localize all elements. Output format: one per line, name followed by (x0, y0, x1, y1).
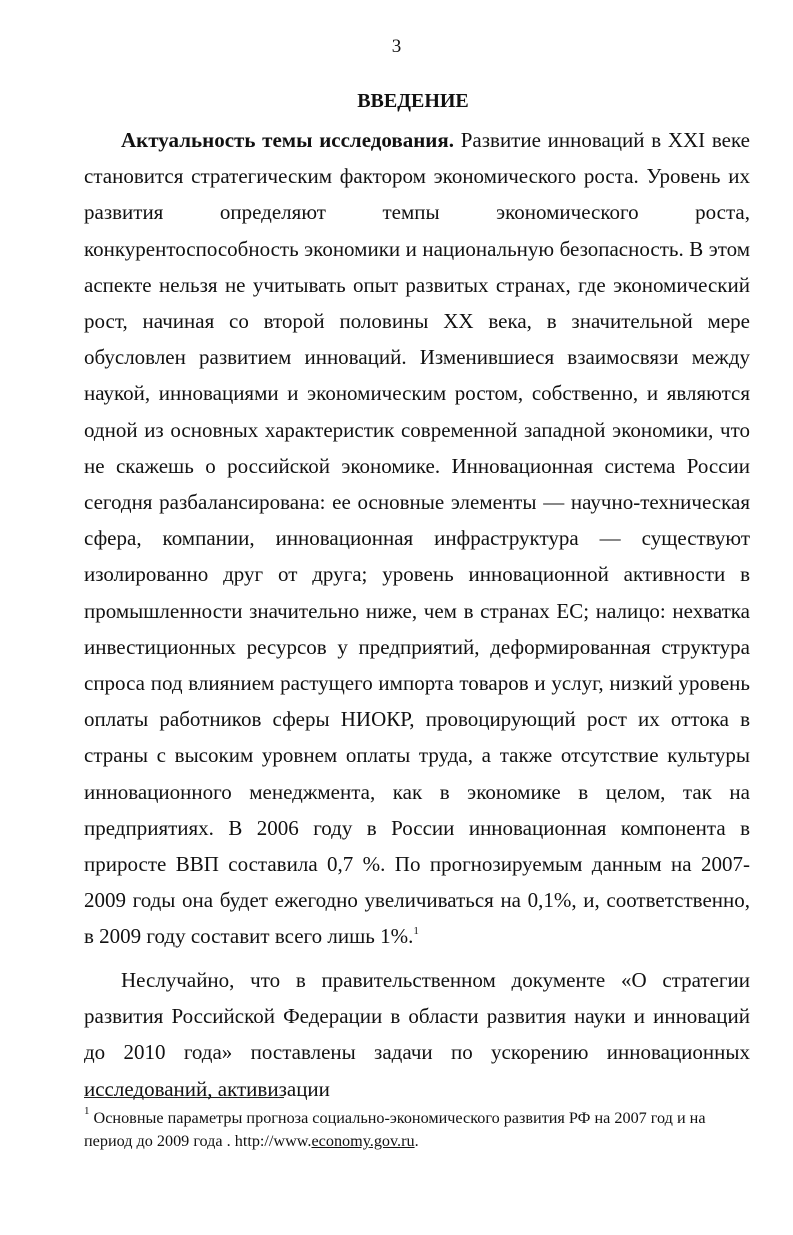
footnote-reference[interactable]: 1 (413, 925, 419, 938)
paragraph-lead: Актуальность темы исследования. (121, 128, 455, 152)
footnote-end: . (414, 1132, 419, 1150)
page-number: 3 (391, 36, 402, 57)
footnote (84, 1107, 750, 1153)
footnote-text: Основные параметры прогноза социально-экономического развития РФ на 2007 год и на период до 2009 года . http://www. (84, 1109, 706, 1150)
paragraph-body: Развитие инноваций в XXI веке становится стратегическим фактором экономического роста. Уровень их развития определяют темпы экономического роста, конкурентоспособность экономики и национальную безопасность. В этом аспекте нельзя не учитывать опыт развитых странах, где экономический рост, начиная со второй половины XX века, в значительной мере обусловлен развитием инноваций. Изменившиеся взаимосвязи между наукой, инновациями и экономическим ростом, собственно, и являются одной из основных характеристик современной западной экономики, что не скажешь о российской экономике. Инновационная система России сегодня разбалансирована: ее основные элементы — научно-техническая сфера, компании, инновационная инфраструктура — существуют изолированно друг от друга; уровень инновационной активности в промышленности значительно ниже, чем в странах ЕС; налицо: нехватка инвестиционных ресурсов у предприятий, деформированная структура спроса под влиянием растущего импорта товаров и услуг, низкий уровень оплаты работников сферы НИОКР, провоцирующий рост их оттока в страны с высоким уровнем оплаты труда, а также отсутствие культуры инновационного менеджмента, как в экономике в целом, так на предприятиях. В 2006 году в России инновационная компонента в приросте ВВП составила 0,7 %. По прогнозируемым данным на 2007-2009 годы она будет ежегодно увеличиваться на 0,1%, и, соответственно, в 2009 году составит всего лишь 1%. (84, 128, 751, 949)
paragraph-body: Неслучайно, что в правительственном документе «О стратегии развития Российской Федерации в области развития науки и инноваций до 2010 года» поставлены задачи по ускорению инновационных исследований, активизации (84, 968, 750, 1101)
footnote-divider (84, 1097, 284, 1098)
paragraph-strategy (84, 962, 750, 1107)
paragraph-relevance (84, 122, 750, 955)
footnote-link[interactable]: economy.gov.ru (311, 1132, 415, 1150)
footnote-marker: 1 (84, 1105, 90, 1117)
section-heading: ВВЕДЕНИЕ (357, 90, 469, 112)
